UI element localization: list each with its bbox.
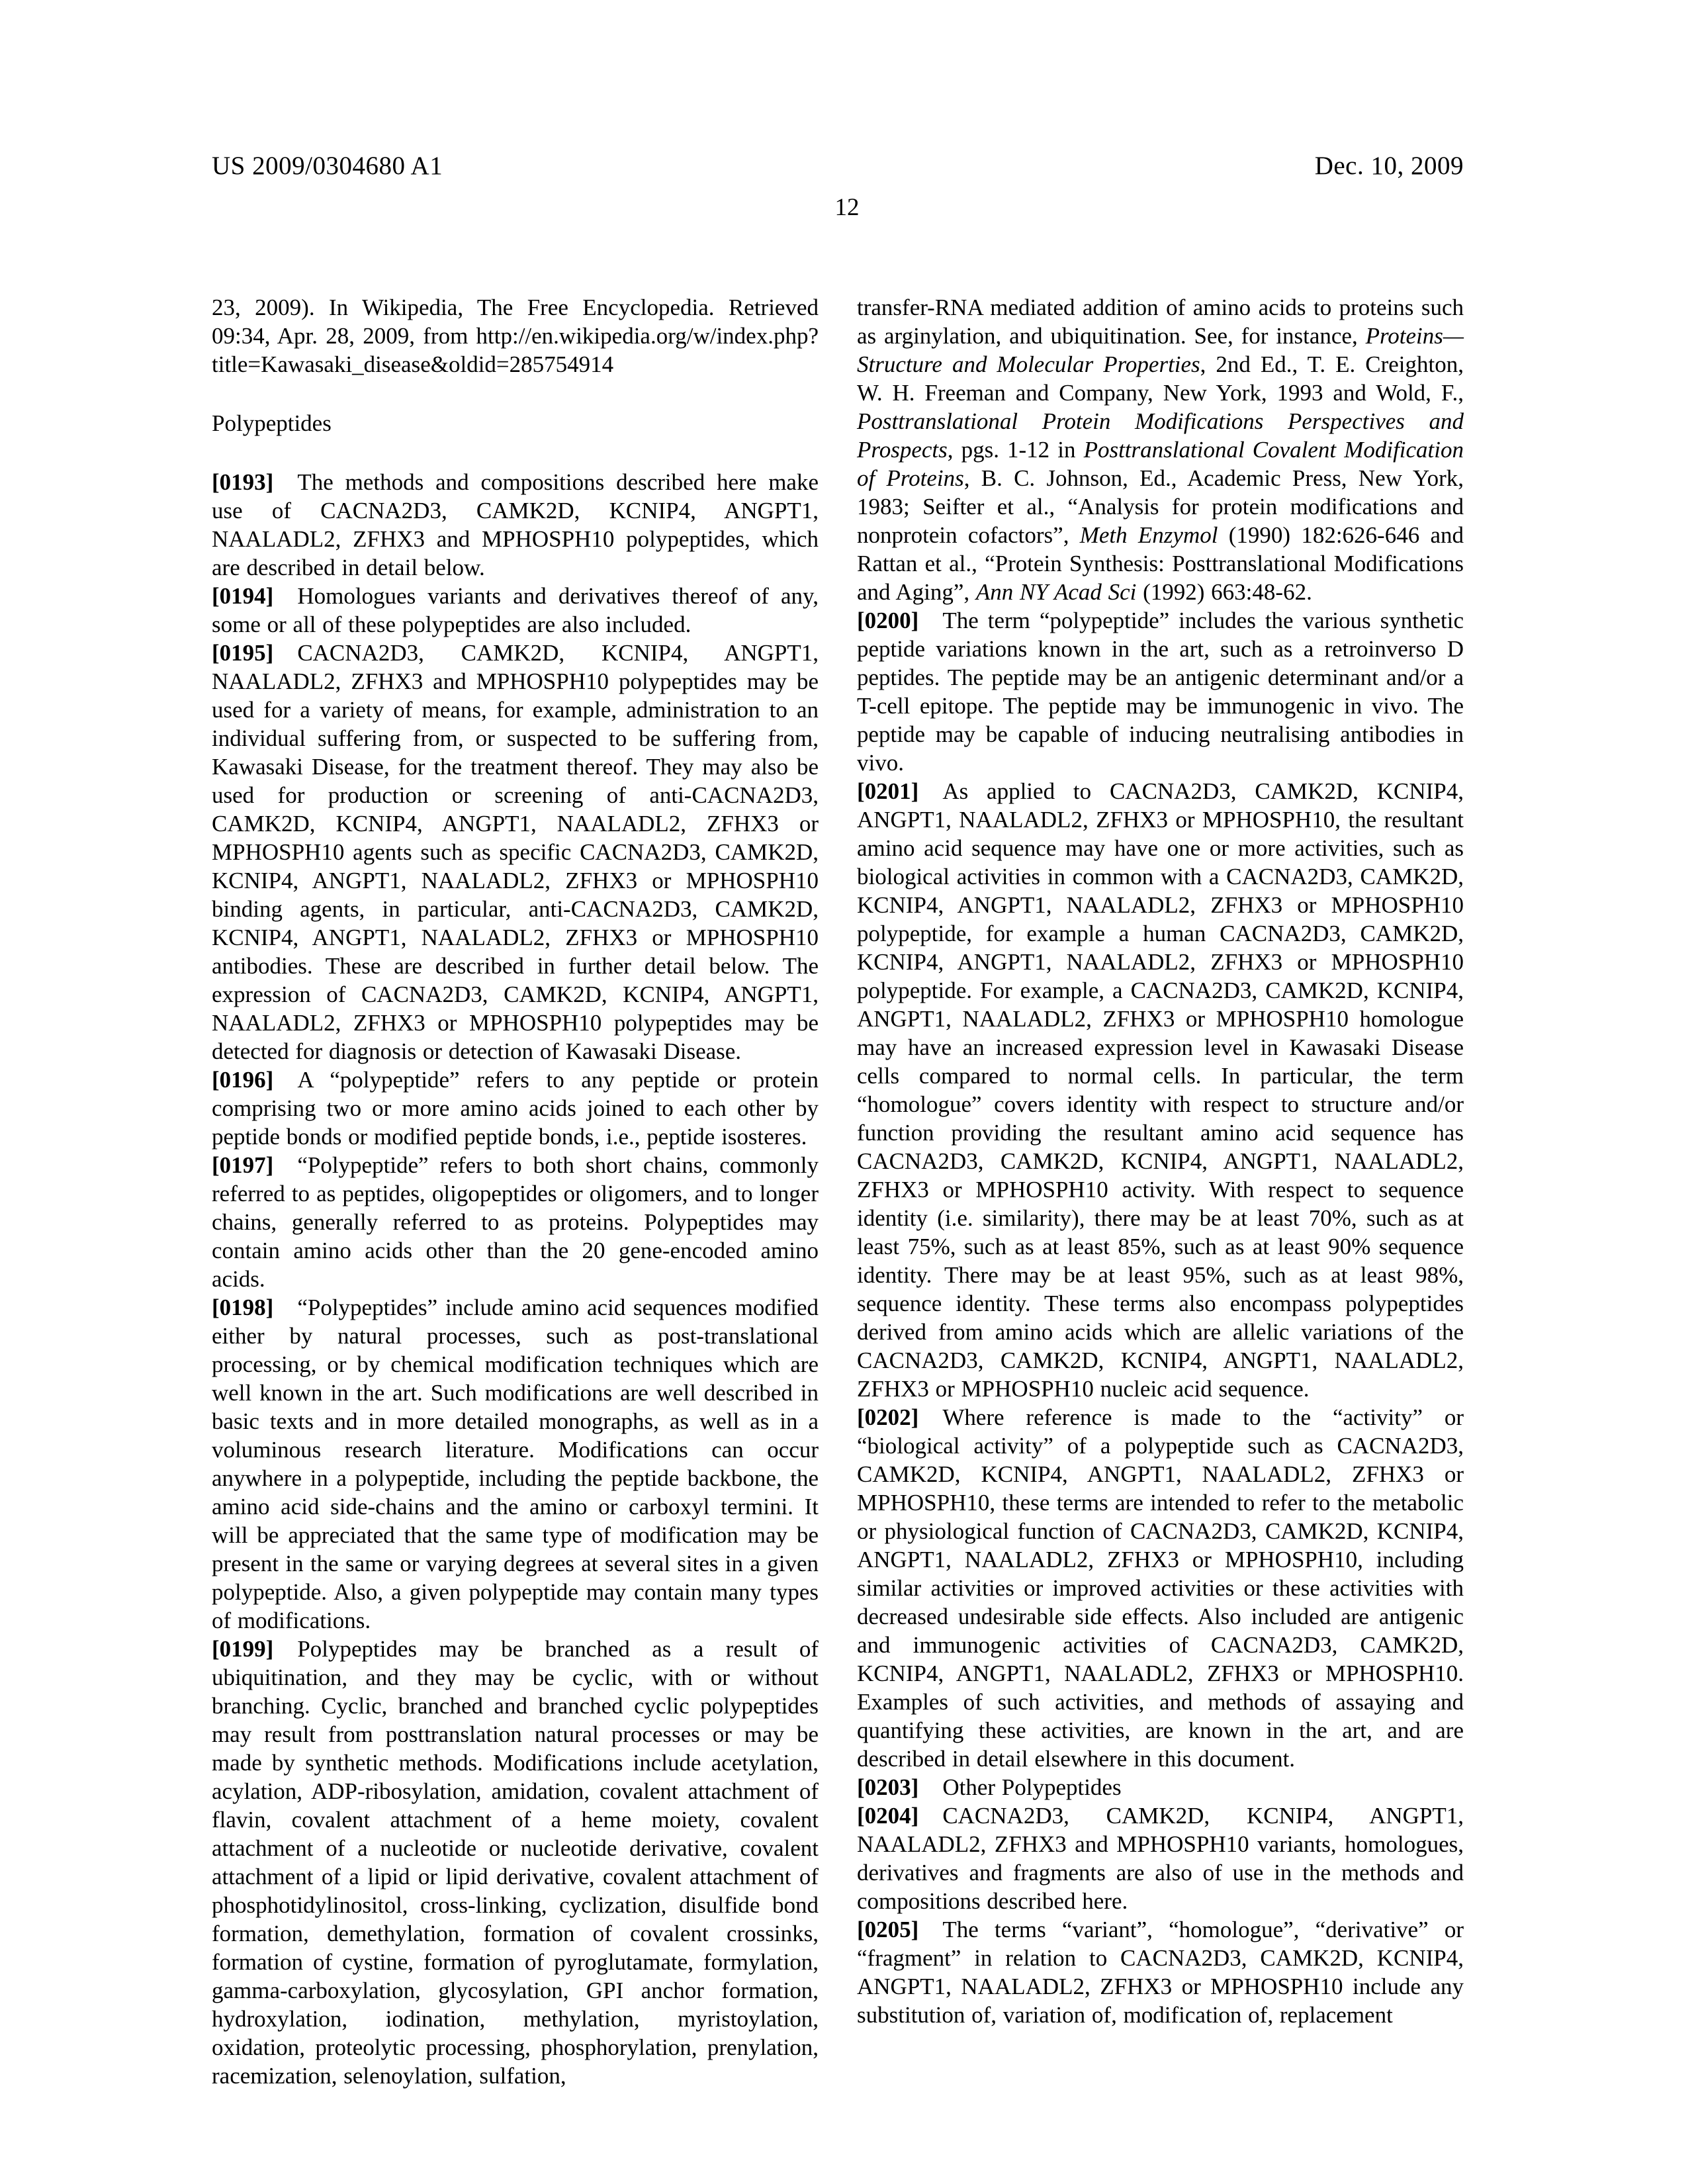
numbered-paragraph — [212, 1293, 819, 1635]
italic-citation-text: Meth Enzymol — [1079, 522, 1218, 548]
body-text: CACNA2D3, CAMK2D, KCNIP4, ANGPT1, NAALADL2, ZFHX3 and MPHOSPH10 variants, homologues, derivatives and fragments are also of use in the methods and compositions described here. — [857, 1803, 1464, 1914]
body-text: (1992) 663:48-62. — [1136, 579, 1312, 605]
italic-citation-text: Posttranslational Covalent Modification of Proteins — [857, 437, 1464, 491]
patent-number: US 2009/0304680 A1 — [212, 152, 443, 180]
paragraph-number: [0193] — [212, 469, 274, 495]
body-text: Polypeptides may be branched as a result of ubiquitination, and they may be cyclic, with or without branching. Cyclic, branched and branched cyclic polypeptides may result from posttranslation natural processes or may be made by synthetic methods. Modifications include acetylation, acylation, ADP-ribosylation, amidation, covalent attachment of flavin, covalent attachment of a heme moiety, covalent attachment of a nucleotide or nucleotide derivative, covalent attachment of a lipid or lipid derivative, covalent attachment of phosphotidylinositol, cross-linking, cyclization, disulfide bond formation, demethylation, formation of covalent crossinks, formation of cystine, formation of pyroglutamate, formylation, gamma-carboxylation, glycosylation, GPI anchor formation, hydroxylation, iodination, methylation, myristoylation, oxidation, proteolytic processing, phosphorylation, prenylation, racemization, selenoylation, sulfation, — [212, 1636, 819, 2089]
body-text: Homologues variants and derivatives thereof of any, some or all of these polypeptides are also included. — [212, 583, 819, 637]
paragraph-number: [0196] — [212, 1067, 274, 1093]
body-text: As applied to CACNA2D3, CAMK2D, KCNIP4, ANGPT1, NAALADL2, ZFHX3 or MPHOSPH10, the resultant amino acid sequence may have one or more activities, such as biological activities in common with a CACNA2D3, CAMK2D, KCNIP4, ANGPT1, NAALADL2, ZFHX3 or MPHOSPH10 polypeptide, for example a human CACNA2D3, CAMK2D, KCNIP4, ANGPT1, NAALADL2, ZFHX3 or MPHOSPH10 polypeptide. For example, a CACNA2D3, CAMK2D, KCNIP4, ANGPT1, NAALADL2, ZFHX3 or MPHOSPH10 homologue may have an increased expression level in Kawasaki Disease cells compared to normal cells. In particular, the term “homologue” covers identity with respect to structure and/or function providing the resultant amino acid sequence has CACNA2D3, CAMK2D, KCNIP4, ANGPT1, NAALADL2, ZFHX3 or MPHOSPH10 activity. With respect to sequence identity (i.e. similarity), there may be at least 70%, such as at least 75%, such as at least 85%, such as at least 90% sequence identity. There may be at least 95%, such as at least 98%, sequence identity. These terms also encompass polypeptides derived from amino acids which are allelic variations of the CACNA2D3, CAMK2D, KCNIP4, ANGPT1, NAALADL2, ZFHX3 or MPHOSPH10 nucleic acid sequence. — [857, 778, 1464, 1402]
body-text: CACNA2D3, CAMK2D, KCNIP4, ANGPT1, NAALADL2, ZFHX3 and MPHOSPH10 polypeptides may be used for a variety of means, for example, administration to an individual suffering from, or suspected to be suffering from, Kawasaki Disease, for the treatment thereof. They may also be used for production or screening of anti-CACNA2D3, CAMK2D, KCNIP4, ANGPT1, NAALADL2, ZFHX3 or MPHOSPH10 agents such as specific CACNA2D3, CAMK2D, KCNIP4, ANGPT1, NAALADL2, ZFHX3 or MPHOSPH10 binding agents, in particular, anti-CACNA2D3, CAMK2D, KCNIP4, ANGPT1, NAALADL2, ZFHX3 or MPHOSPH10 antibodies. These are described in further detail below. The expression of CACNA2D3, CAMK2D, KCNIP4, ANGPT1, NAALADL2, ZFHX3 or MPHOSPH10 polypeptides may be detected for diagnosis or detection of Kawasaki Disease. — [212, 640, 819, 1064]
numbered-paragraph — [857, 1915, 1464, 2029]
body-text: “Polypeptides” include amino acid sequences modified either by natural processes, such as post-translational processing, or by chemical modification techniques which are well known in the art. Such modifications are well described in basic texts and in more detailed monographs, as well as in a voluminous research literature. Modifications can occur anywhere in a polypeptide, including the peptide backbone, the amino acid side-chains and the amino or carboxyl termini. It will be appreciated that the same type of modification may be present in the same or varying degrees at several sites in a given polypeptide. Also, a given polypeptide may contain many types of modifications. — [212, 1295, 819, 1633]
italic-citation-text: Ann NY Acad Sci — [975, 579, 1137, 605]
numbered-paragraph — [857, 1403, 1464, 1773]
body-text: , B. C. Johnson, Ed., Academic Press, New York, 1983; Seifter et al., “Analysis for protein modifications and nonprotein cofactors”, — [857, 465, 1464, 548]
body-text: 23, 2009). In Wikipedia, The Free Encyclopedia. Retrieved 09:34, Apr. 28, 2009, from http://en.wikipedia.org/w/index.php?title=Kawasaki_disease&oldid=285754914 — [212, 295, 819, 377]
paragraph-number: [0204] — [857, 1803, 919, 1829]
italic-citation-text: Posttranslational Protein Modifications Perspectives and Prospects — [857, 408, 1464, 463]
body-columns — [212, 293, 1464, 2090]
italic-citation-text: Proteins—Structure and Molecular Properties — [857, 323, 1464, 377]
paragraph — [212, 293, 819, 379]
numbered-paragraph — [857, 1773, 1464, 1801]
body-text: “Polypeptide” refers to both short chains, commonly referred to as peptides, oligopeptides or oligomers, and to longer chains, generally referred to as proteins. Polypeptides may contain amino acids other than the 20 gene-encoded amino acids. — [212, 1152, 819, 1292]
page-header — [212, 151, 1464, 181]
paragraph — [857, 293, 1464, 606]
numbered-paragraph — [212, 582, 819, 639]
paragraph-number: [0203] — [857, 1774, 919, 1800]
right-column — [857, 293, 1464, 2090]
numbered-paragraph — [212, 468, 819, 582]
paragraph-number: [0199] — [212, 1636, 274, 1662]
numbered-paragraph — [212, 1635, 819, 2090]
paragraph-number: [0198] — [212, 1295, 274, 1320]
body-text: Other Polypeptides — [942, 1774, 1122, 1800]
body-text: transfer-RNA mediated addition of amino acids to proteins such as arginylation, and ubiquitination. See, for instance, — [857, 295, 1464, 349]
body-text: Polypeptides — [212, 410, 332, 436]
body-text: , pgs. 1-12 in — [947, 437, 1084, 463]
body-text: The term “polypeptide” includes the various synthetic peptide variations known in the art, such as a retroinverso D peptides. The peptide may be an antigenic determinant and/or a T-cell epitope. The peptide may be immunogenic in vivo. The peptide may be capable of inducing neutralising antibodies in vivo. — [857, 608, 1464, 776]
paragraph-number: [0201] — [857, 778, 919, 804]
body-text: , 2nd Ed., T. E. Creighton, W. H. Freeman and Company, New York, 1993 and Wold, F., — [857, 351, 1464, 406]
body-text: Where reference is made to the “activity” or “biological activity” of a polypeptide such as CACNA2D3, CAMK2D, KCNIP4, ANGPT1, NAALADL2, ZFHX3 or MPHOSPH10, these terms are intended to refer to the metabolic or physiological function of CACNA2D3, CAMK2D, KCNIP4, ANGPT1, NAALADL2, ZFHX3 or MPHOSPH10, including similar activities or improved activities or these activities with decreased undesirable side effects. Also included are antigenic and immunogenic activities of CACNA2D3, CAMK2D, KCNIP4, ANGPT1, NAALADL2, ZFHX3 or MPHOSPH10. Examples of such activities, and methods of assaying and quantifying these activities, are known in the art, and are described in detail elsewhere in this document. — [857, 1404, 1464, 1772]
paragraph-number: [0195] — [212, 640, 274, 666]
paragraph-number: [0205] — [857, 1917, 919, 1942]
numbered-paragraph — [857, 1801, 1464, 1915]
section-heading — [212, 409, 819, 437]
numbered-paragraph — [857, 777, 1464, 1403]
body-text: (1990) 182:626-646 and Rattan et al., “Protein Synthesis: Posttranslational Modifications and Aging”, — [857, 522, 1464, 605]
paragraph-number: [0194] — [212, 583, 274, 609]
numbered-paragraph — [857, 606, 1464, 777]
paragraph-number: [0202] — [857, 1404, 919, 1430]
body-text: The terms “variant”, “homologue”, “derivative” or “fragment” in relation to CACNA2D3, CAMK2D, KCNIP4, ANGPT1, NAALADL2, ZFHX3 or MPHOSPH10 include any substitution of, variation of, modification of, replacement — [857, 1917, 1464, 2028]
body-text: The methods and compositions described here make use of CACNA2D3, CAMK2D, KCNIP4, ANGPT1, NAALADL2, ZFHX3 and MPHOSPH10 polypeptides, which are described in detail below. — [212, 469, 819, 580]
numbered-paragraph — [212, 1066, 819, 1151]
numbered-paragraph — [212, 1151, 819, 1293]
left-column — [212, 293, 819, 2090]
paragraph-number: [0197] — [212, 1152, 274, 1178]
body-text: A “polypeptide” refers to any peptide or protein comprising two or more amino acids joined to each other by peptide bonds or modified peptide bonds, i.e., peptide isosteres. — [212, 1067, 819, 1150]
numbered-paragraph — [212, 639, 819, 1066]
page-number: 12 — [834, 194, 860, 221]
paragraph-number: [0200] — [857, 608, 919, 633]
publication-date: Dec. 10, 2009 — [1314, 152, 1464, 180]
